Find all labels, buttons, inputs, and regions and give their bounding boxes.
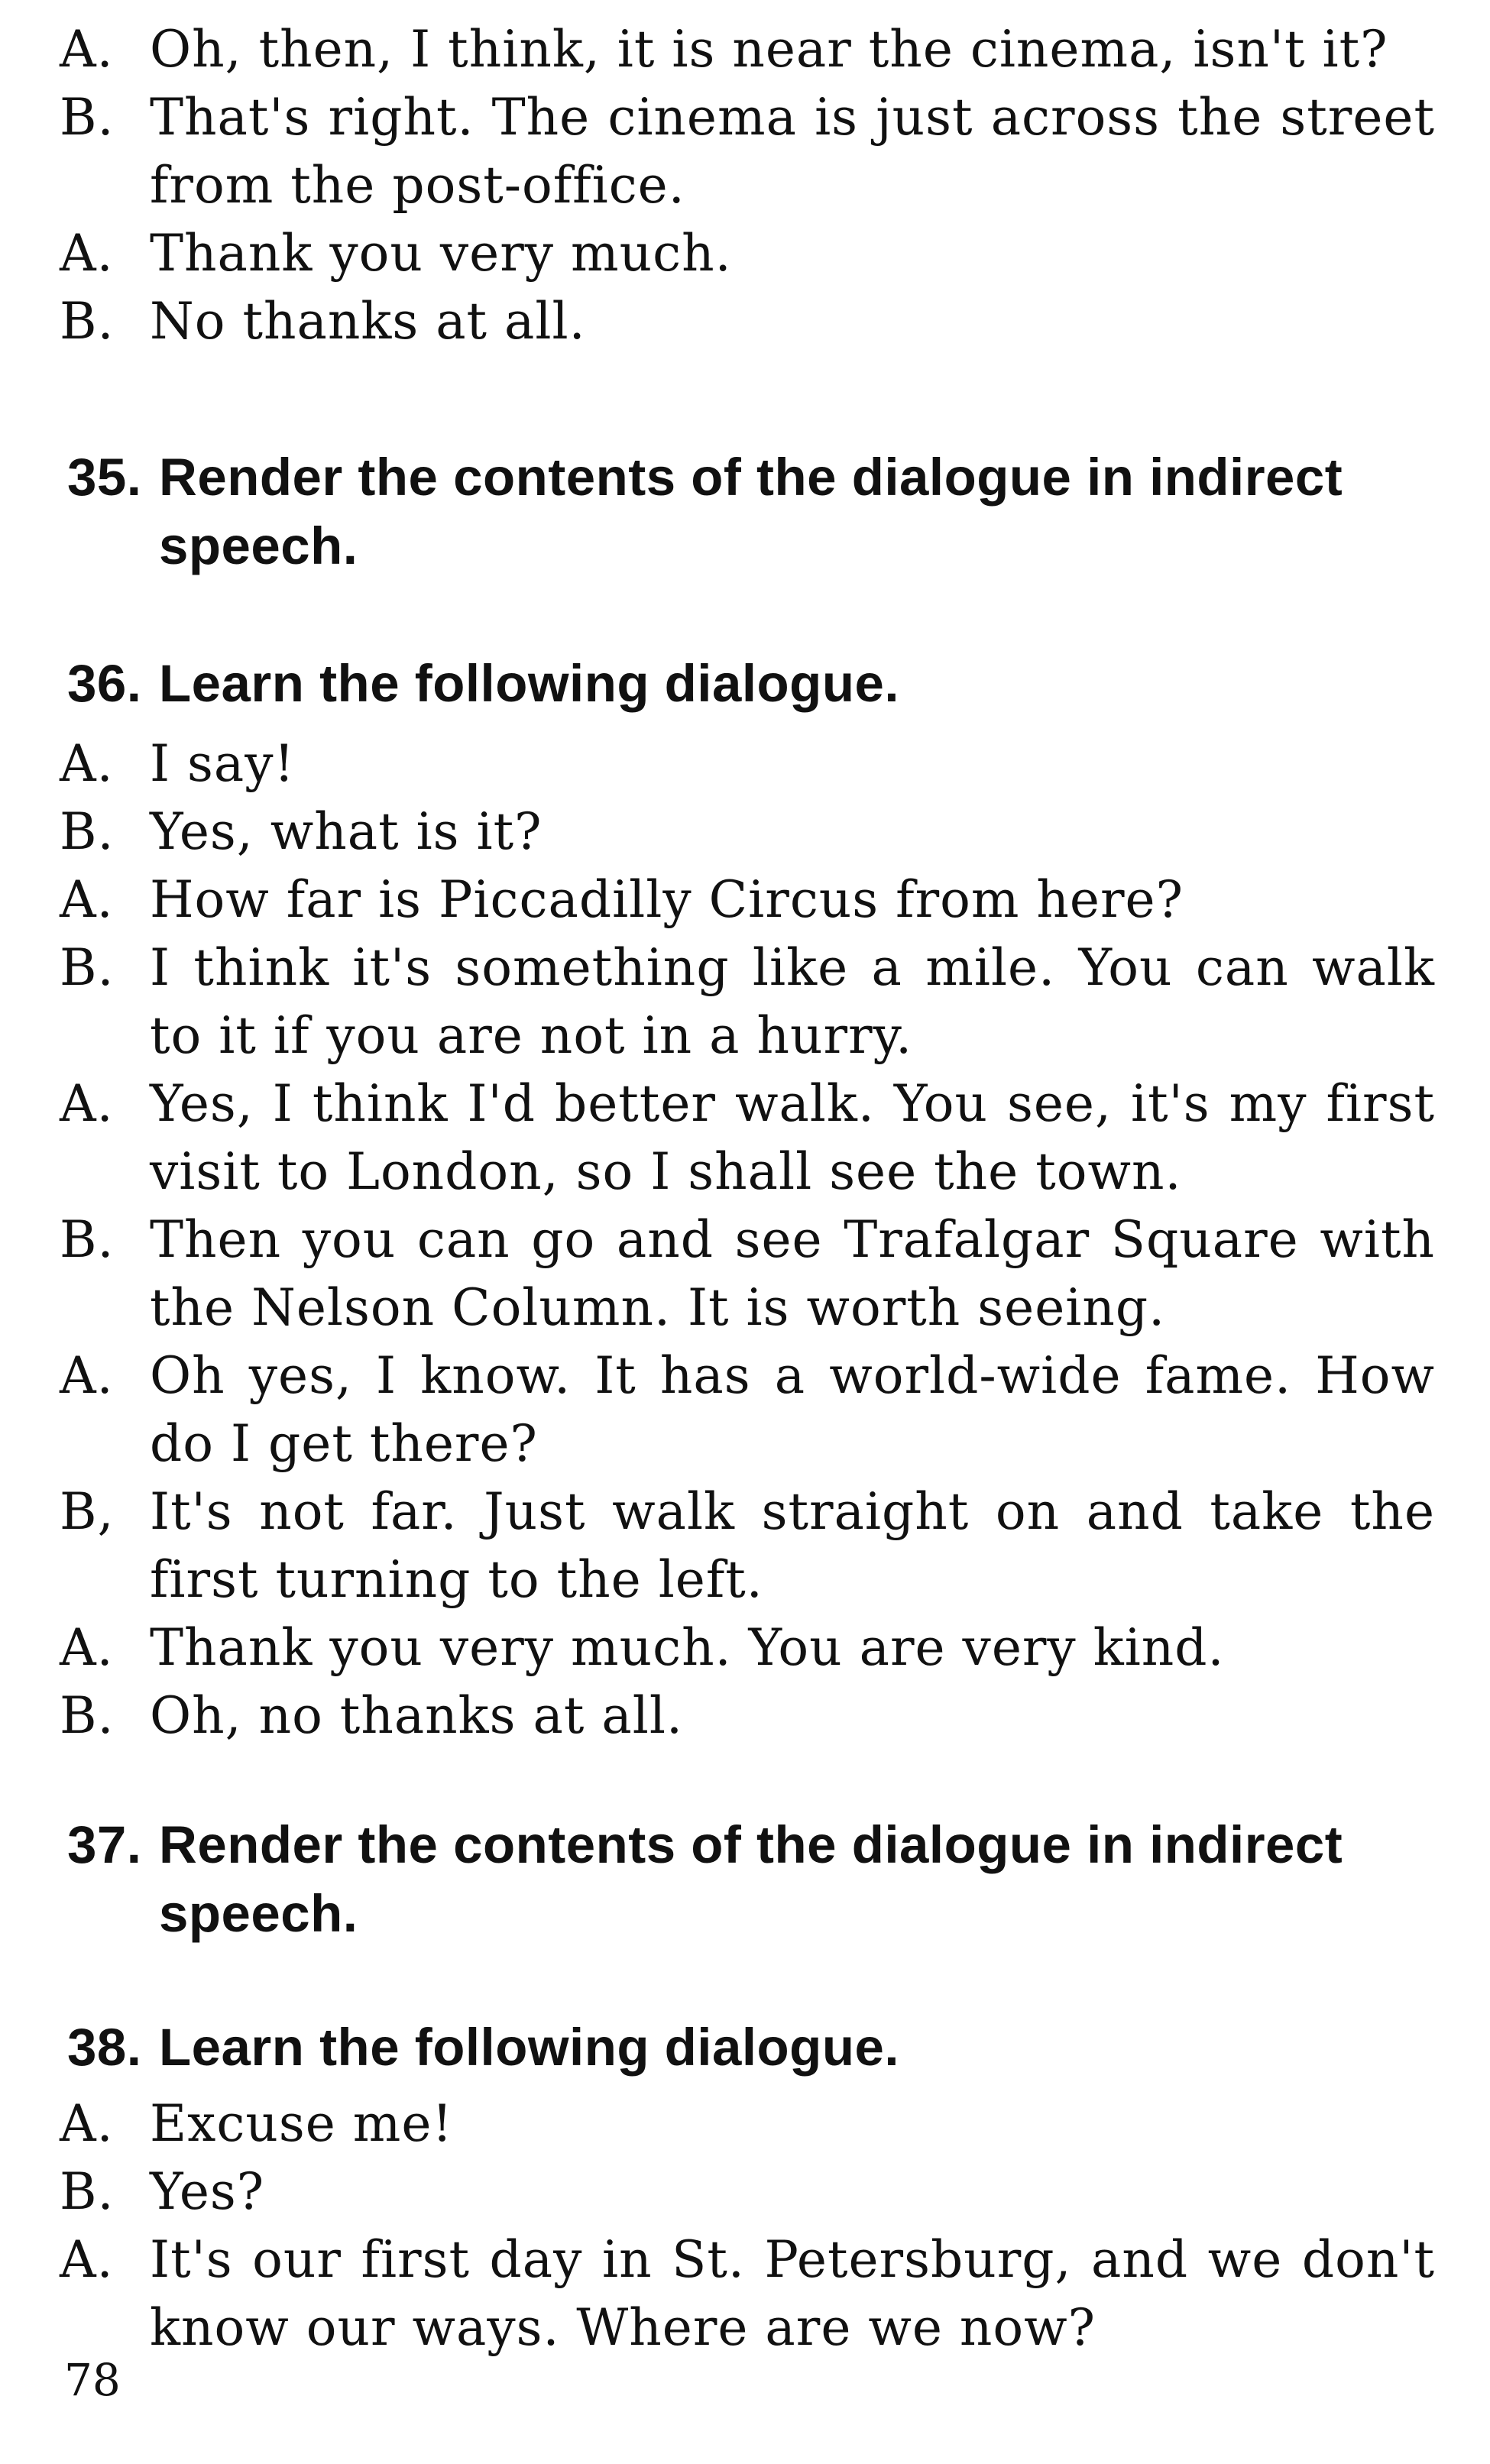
speaker-label: A. — [60, 1074, 114, 1133]
exercise-35-heading — [67, 443, 1490, 581]
speaker-label: A. — [60, 734, 114, 793]
exercise-number: 35. — [67, 448, 142, 507]
dialogue-line — [60, 83, 1435, 219]
exercise-36-heading — [67, 649, 1490, 718]
speaker-label: B, — [60, 1482, 115, 1541]
speaker-label: B. — [60, 292, 115, 351]
dialogue-line — [60, 866, 1435, 934]
line-text: I think it's something like a mile. You can walk to it if you are not in a hurry. — [150, 938, 1435, 1065]
speaker-label: B. — [60, 88, 115, 147]
speaker-label: A. — [60, 20, 114, 79]
speaker-label: B. — [60, 1686, 115, 1745]
dialogue-line — [60, 2158, 1435, 2226]
line-text: Yes, what is it? — [150, 802, 543, 861]
dialogue-line — [60, 730, 1435, 798]
dialogue-line — [60, 15, 1435, 83]
line-text: I say! — [150, 734, 296, 793]
line-text: That's right. The cinema is just across the street from the post-office. — [150, 88, 1435, 215]
exercise-37-heading — [67, 1811, 1490, 1948]
speaker-label: A. — [60, 2094, 114, 2153]
speaker-label: A. — [60, 2230, 114, 2289]
dialogue-line — [60, 1206, 1435, 1342]
line-text: No thanks at all. — [150, 292, 586, 351]
line-text: Yes, I think I'd better walk. You see, it's my first visit to London, so I shall see the town. — [150, 1074, 1435, 1201]
speaker-label: A. — [60, 1618, 114, 1677]
line-text: Oh, no thanks at all. — [150, 1686, 683, 1745]
line-text: Yes? — [150, 2162, 265, 2221]
dialogue-piccadilly — [60, 730, 1435, 1750]
exercise-instruction: Learn the following dialogue. — [159, 654, 900, 713]
line-text: Thank you very much. — [150, 224, 732, 283]
speaker-label: A. — [60, 870, 114, 929]
line-text: Then you can go and see Trafalgar Square with the Nelson Column. It is worth seeing. — [150, 1210, 1435, 1337]
speaker-label: A. — [60, 224, 114, 283]
dialogue-line — [60, 2090, 1435, 2158]
exercise-instruction: Render the contents of the dialogue in indirect speech. — [159, 448, 1343, 575]
exercise-number: 36. — [67, 654, 142, 713]
line-text: Thank you very much. You are very kind. — [150, 1618, 1225, 1677]
line-text: Oh yes, I know. It has a world-wide fame. How do I get there? — [150, 1346, 1435, 1473]
exercise-number: 37. — [67, 1815, 142, 1874]
exercise-number: 38. — [67, 2018, 142, 2077]
speaker-label: B. — [60, 1210, 115, 1269]
speaker-label: A. — [60, 1346, 114, 1405]
page-number: 78 — [64, 2354, 121, 2406]
speaker-label: B. — [60, 802, 115, 861]
exercise-instruction: Learn the following dialogue. — [159, 2018, 900, 2077]
dialogue-line — [60, 2226, 1435, 2362]
line-text: It's our first day in St. Petersburg, and we don't know our ways. Where are we now? — [150, 2230, 1435, 2357]
dialogue-st-petersburg — [60, 2090, 1435, 2362]
line-text: How far is Piccadilly Circus from here? — [150, 870, 1184, 929]
exercise-instruction: Render the contents of the dialogue in indirect speech. — [159, 1815, 1343, 1943]
line-text: Excuse me! — [150, 2094, 453, 2153]
dialogue-line — [60, 1614, 1435, 1682]
dialogue-line — [60, 798, 1435, 866]
speaker-label: B. — [60, 2162, 115, 2221]
dialogue-line — [60, 287, 1435, 355]
exercise-38-heading — [67, 2013, 1490, 2082]
dialogue-line — [60, 1478, 1435, 1614]
dialogue-line — [60, 934, 1435, 1070]
speaker-label: B. — [60, 938, 115, 997]
dialogue-line — [60, 1070, 1435, 1206]
dialogue-line — [60, 1682, 1435, 1750]
line-text: It's not far. Just walk straight on and take the first turning to the left. — [150, 1482, 1435, 1609]
line-text: Oh, then, I think, it is near the cinema, isn't it? — [150, 20, 1388, 79]
dialogue-continued — [60, 15, 1435, 355]
dialogue-line — [60, 219, 1435, 287]
dialogue-line — [60, 1342, 1435, 1478]
